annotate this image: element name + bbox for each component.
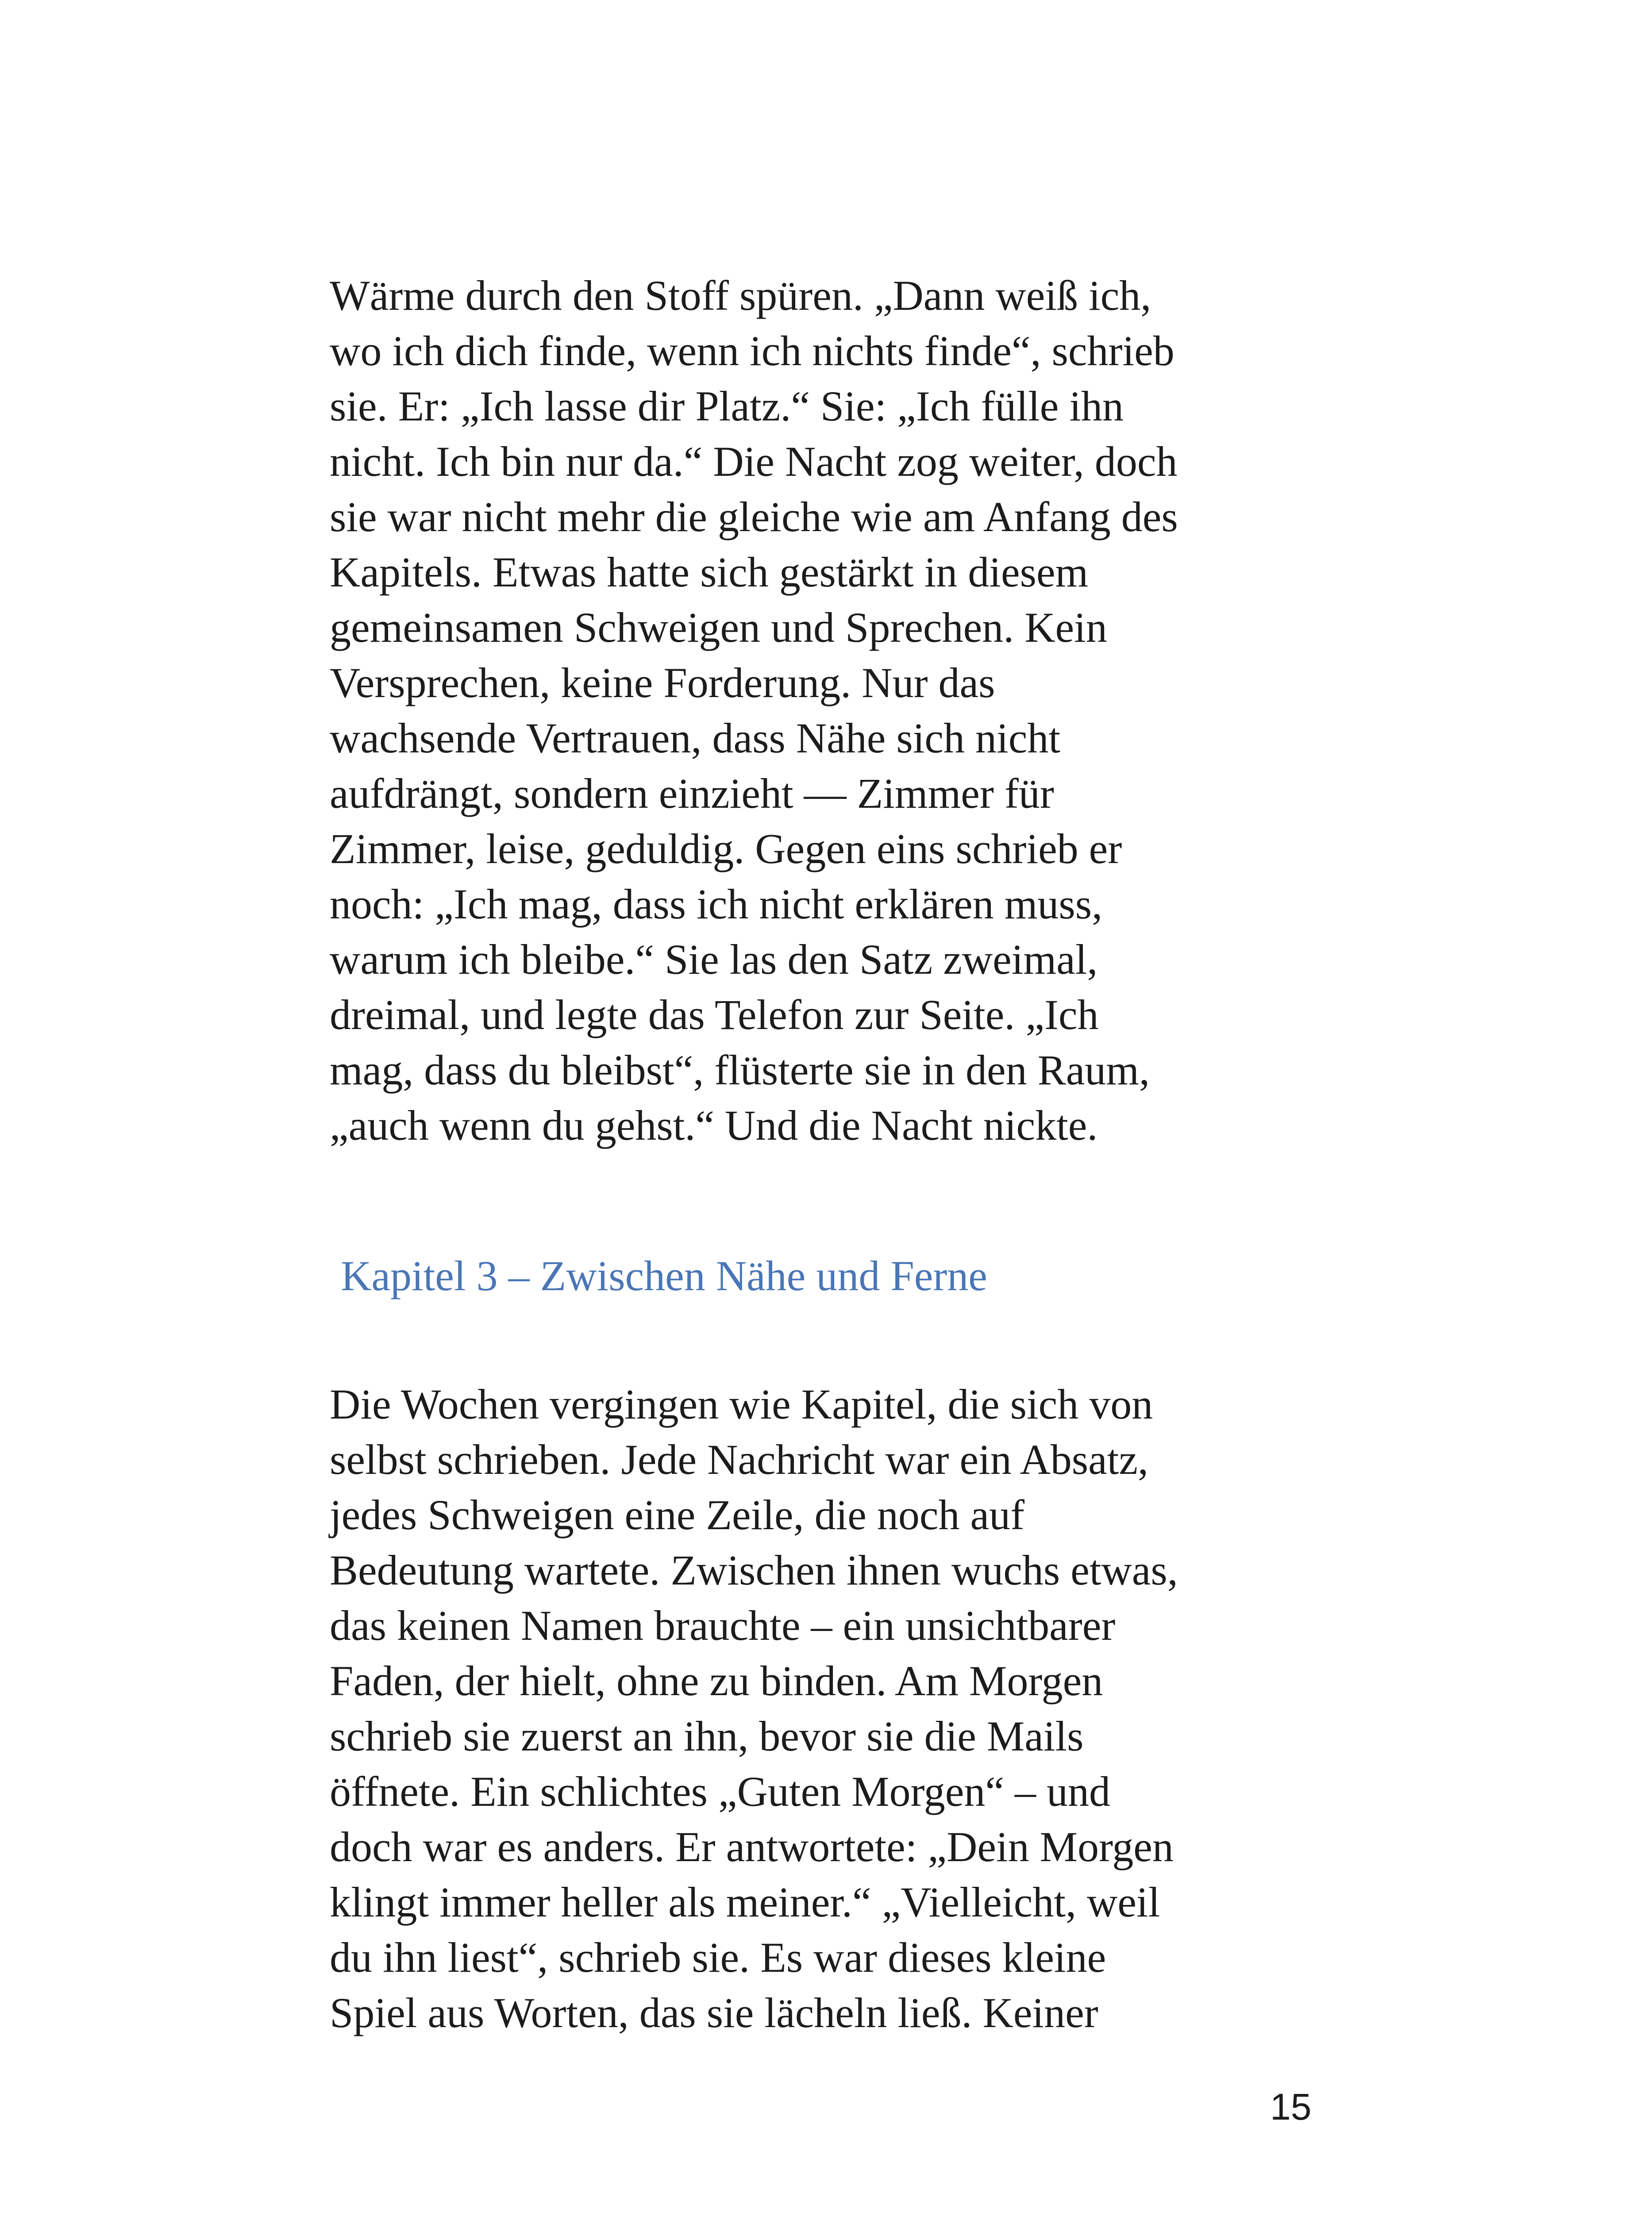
text-line: nicht. Ich bin nur da.“ Die Nacht zog weiter, doch (330, 438, 1178, 485)
text-line: gemeinsamen Schweigen und Sprechen. Kein (330, 604, 1107, 651)
text-line: „auch wenn du gehst.“ Und die Nacht nickte. (330, 1102, 1098, 1149)
text-line: Faden, der hielt, ohne zu binden. Am Morgen (330, 1657, 1103, 1704)
text-line: wachsende Vertrauen, dass Nähe sich nicht (330, 714, 1060, 762)
text-line: noch: „Ich mag, dass ich nicht erklären muss, (330, 880, 1103, 928)
text-line: sie war nicht mehr die gleiche wie am Anfang des (330, 493, 1178, 540)
text-line: Wärme durch den Stoff spüren. „Dann weiß ich, (330, 272, 1151, 319)
text-line: aufdrängt, sondern einzieht — Zimmer für (330, 770, 1054, 817)
chapter-heading: Kapitel 3 – Zwischen Nähe und Ferne (341, 1252, 987, 1299)
text-line: das keinen Namen brauchte – ein unsichtbarer (330, 1602, 1116, 1649)
text-line: dreimal, und legte das Telefon zur Seite. „Ich (330, 991, 1099, 1038)
text-line: wo ich dich finde, wenn ich nichts finde“, schrieb (330, 327, 1174, 374)
text-line: du ihn liest“, schrieb sie. Es war dieses kleine (330, 1934, 1106, 1981)
text-line: doch war es anders. Er antwortete: „Dein Morgen (330, 1823, 1174, 1870)
text-line: mag, dass du bleibst“, flüsterte sie in den Raum, (330, 1046, 1150, 1094)
text-line: öffnete. Ein schlichtes „Guten Morgen“ – und (330, 1768, 1110, 1815)
text-line: jedes Schweigen eine Zeile, die noch auf (330, 1491, 1025, 1538)
page-number: 15 (1270, 2086, 1312, 2128)
text-line: sie. Er: „Ich lasse dir Platz.“ Sie: „Ich fülle ihn (330, 382, 1124, 430)
text-line: Bedeutung wartete. Zwischen ihnen wuchs etwas, (330, 1546, 1178, 1594)
text-line: warum ich bleibe.“ Sie las den Satz zweimal, (330, 936, 1098, 983)
text-line: Kapitels. Etwas hatte sich gestärkt in diesem (330, 548, 1089, 596)
text-line: klingt immer heller als meiner.“ „Vielleicht, weil (330, 1878, 1160, 1926)
text-line: schrieb sie zuerst an ihn, bevor sie die Mails (330, 1712, 1084, 1760)
text-line: Spiel aus Worten, das sie lächeln ließ. Keiner (330, 1989, 1098, 2036)
text-line: Versprechen, keine Forderung. Nur das (330, 659, 995, 706)
text-line: selbst schrieben. Jede Nachricht war ein Absatz, (330, 1436, 1149, 1483)
text-line: Zimmer, leise, geduldig. Gegen eins schrieb er (330, 825, 1122, 872)
text-line: Die Wochen vergingen wie Kapitel, die sich von (330, 1380, 1153, 1428)
